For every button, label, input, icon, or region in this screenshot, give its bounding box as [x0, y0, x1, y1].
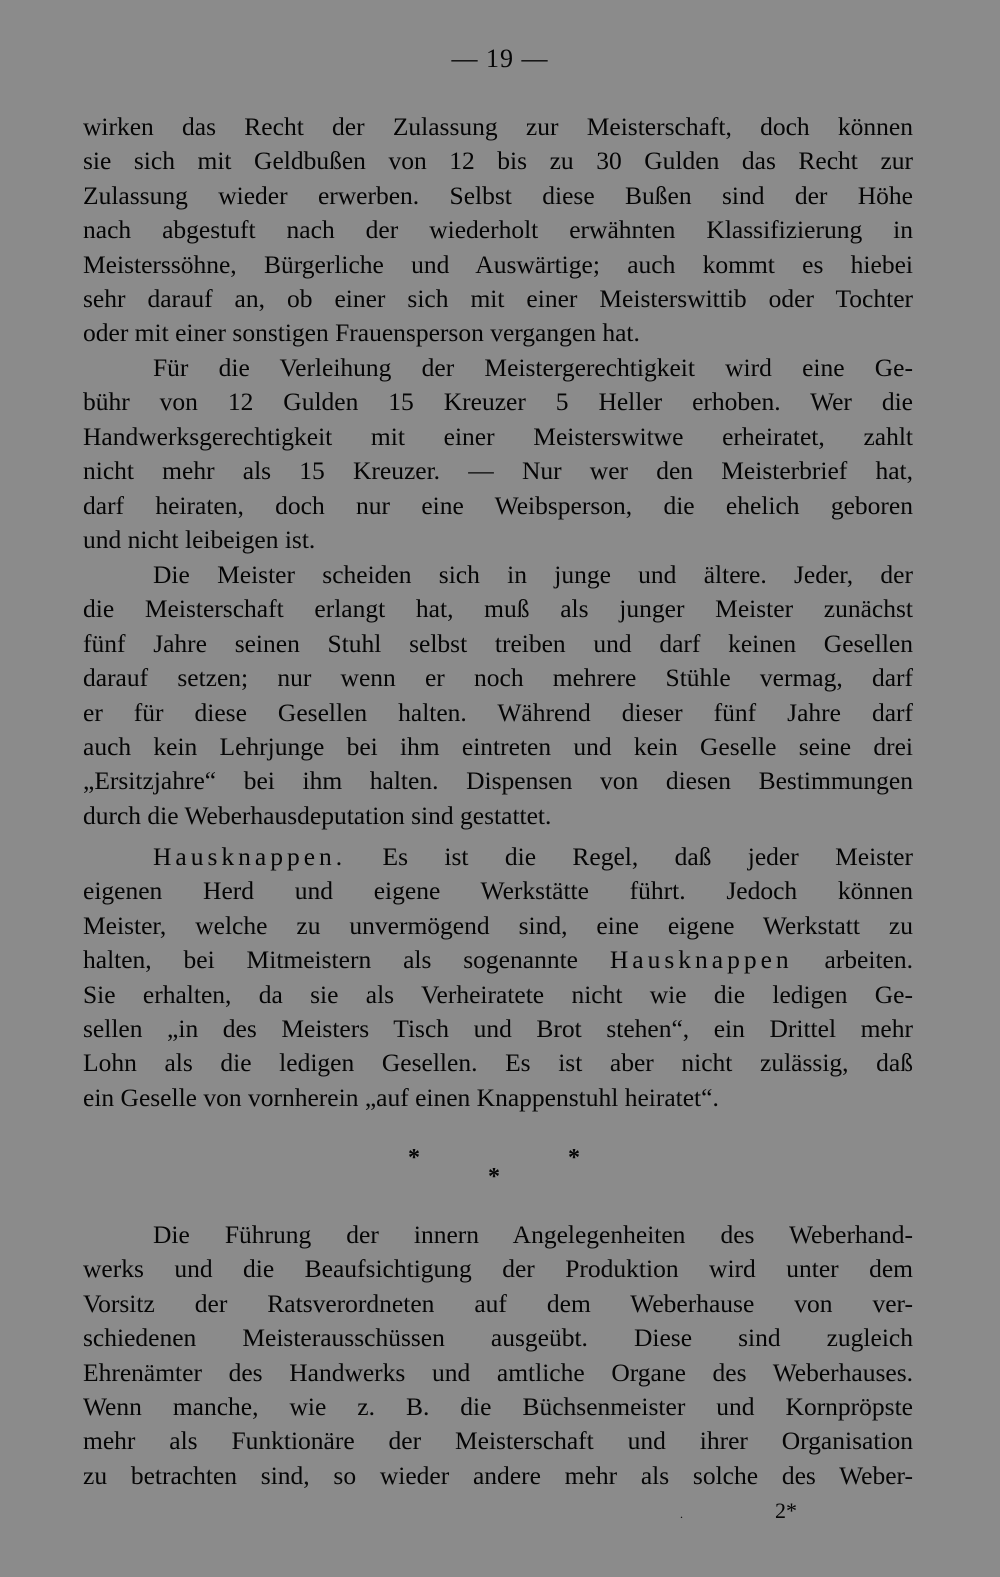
text-line: zu betrachten sind, so wieder andere mehr als solche des Weber-: [83, 1460, 913, 1490]
text-line: Meisterssöhne, Bürgerliche und Auswärtige; auch kommt es hiebei: [83, 249, 913, 279]
text-line: mehr als Funktionäre der Meisterschaft und ihrer Organisation: [83, 1426, 913, 1456]
separator-star: *: [568, 1145, 580, 1171]
paragraph-2: [83, 351, 913, 557]
text-line: Vorsitz der Ratsverordneten auf dem Weberhause von ver-: [83, 1288, 913, 1318]
page-number: — 19 —: [451, 44, 549, 73]
text-line: „Ersitzjahre“ bei ihm halten. Dispensen von diesen Bestimmungen: [83, 766, 913, 796]
text-line: Lohn als die ledigen Gesellen. Es ist aber nicht zulässig, daß: [83, 1048, 913, 1078]
text-line: [83, 943, 913, 977]
text-fragment: Es ist die Regel, daß jeder Meister: [346, 842, 913, 871]
spaced-term: Hausknappen: [609, 945, 793, 975]
text-line: sehr darauf an, ob einer sich mit einer Meisterswittib oder Tochter: [83, 283, 913, 313]
text-line: bühr von 12 Gulden 15 Kreuzer 5 Heller erhoben. Wer die: [83, 387, 913, 417]
text-line: nicht mehr als 15 Kreuzer. — Nur wer den Meisterbrief hat,: [83, 456, 913, 486]
text-line: durch die Weberhausdeputation sind gestattet.: [83, 800, 552, 830]
paragraph-5: [83, 1218, 913, 1493]
separator-star: *: [488, 1164, 500, 1190]
text-line: Sie erhalten, da sie als Verheiratete nicht wie die ledigen Ge-: [83, 979, 913, 1009]
paragraph-3: [83, 558, 913, 833]
text-line: er für diese Gesellen halten. Während dieser fünf Jahre darf: [83, 697, 913, 727]
text-line: eigenen Herd und eigene Werkstätte führt. Jedoch können: [83, 876, 913, 906]
text-line: die Meisterschaft erlangt hat, muß als junger Meister zunächst: [83, 594, 913, 624]
signature-mark: 2*: [775, 1498, 797, 1523]
text-line: auch kein Lehrjunge bei ihm eintreten und kein Geselle seine drei: [83, 731, 913, 761]
separator-star: *: [408, 1145, 420, 1171]
text-line: Für die Verleihung der Meistergerechtigkeit wird eine Ge-: [153, 353, 913, 382]
text-line: darf heiraten, doch nur eine Weibsperson, die ehelich geboren: [83, 490, 913, 520]
text-line: darauf setzen; nur wenn er noch mehrere Stühle vermag, darf: [83, 663, 913, 693]
text-line: ein Geselle von vornherein „auf einen Knappenstuhl heiratet“.: [83, 1082, 719, 1112]
text-fragment: halten, bei Mitmeistern als sogenannte: [83, 945, 610, 975]
paragraph-1: [83, 110, 913, 351]
text-line: schiedenen Meisterausschüssen ausgeübt. Diese sind zugleich: [83, 1323, 913, 1353]
text-line: sie sich mit Geldbußen von 12 bis zu 30 Gulden das Recht zur: [83, 146, 913, 176]
text-line: sellen „in des Meisters Tisch und Brot stehen“, ein Drittel mehr: [83, 1013, 913, 1043]
stray-mark: .: [680, 1507, 683, 1521]
text-line: Handwerksgerechtigkeit mit einer Meisterswitwe erheiratet, zahlt: [83, 421, 913, 451]
text-line: und nicht leibeigen ist.: [83, 524, 316, 554]
text-fragment: arbeiten.: [792, 945, 913, 975]
paragraph-4: [83, 840, 913, 1115]
text-line: wirken das Recht der Zulassung zur Meisterschaft, doch können: [83, 112, 913, 141]
text-line: Ehrenämter des Handwerks und amtliche Organe des Weberhauses.: [83, 1357, 913, 1387]
text-line: oder mit einer sonstigen Frauensperson vergangen hat.: [83, 318, 640, 348]
text-line: Wenn manche, wie z. B. die Büchsenmeister und Kornpröpste: [83, 1391, 913, 1421]
text-line: werks und die Beaufsichtigung der Produktion wird unter dem: [83, 1254, 913, 1284]
text-line: Meister, welche zu unvermögend sind, eine eigene Werkstatt zu: [83, 910, 913, 940]
text-line: fünf Jahre seinen Stuhl selbst treiben und darf keinen Gesellen: [83, 628, 913, 658]
text-line: Die Führung der innern Angelegenheiten des Weberhand-: [153, 1220, 913, 1249]
text-line: Zulassung wieder erwerben. Selbst diese Bußen sind der Höhe: [83, 180, 913, 210]
text-line: [83, 840, 913, 874]
text-line: nach abgestuft nach der wiederholt erwähnten Klassifizierung in: [83, 215, 913, 245]
text-line: Die Meister scheiden sich in junge und ältere. Jeder, der: [153, 560, 913, 589]
spaced-heading: Hausknappen.: [153, 842, 347, 871]
